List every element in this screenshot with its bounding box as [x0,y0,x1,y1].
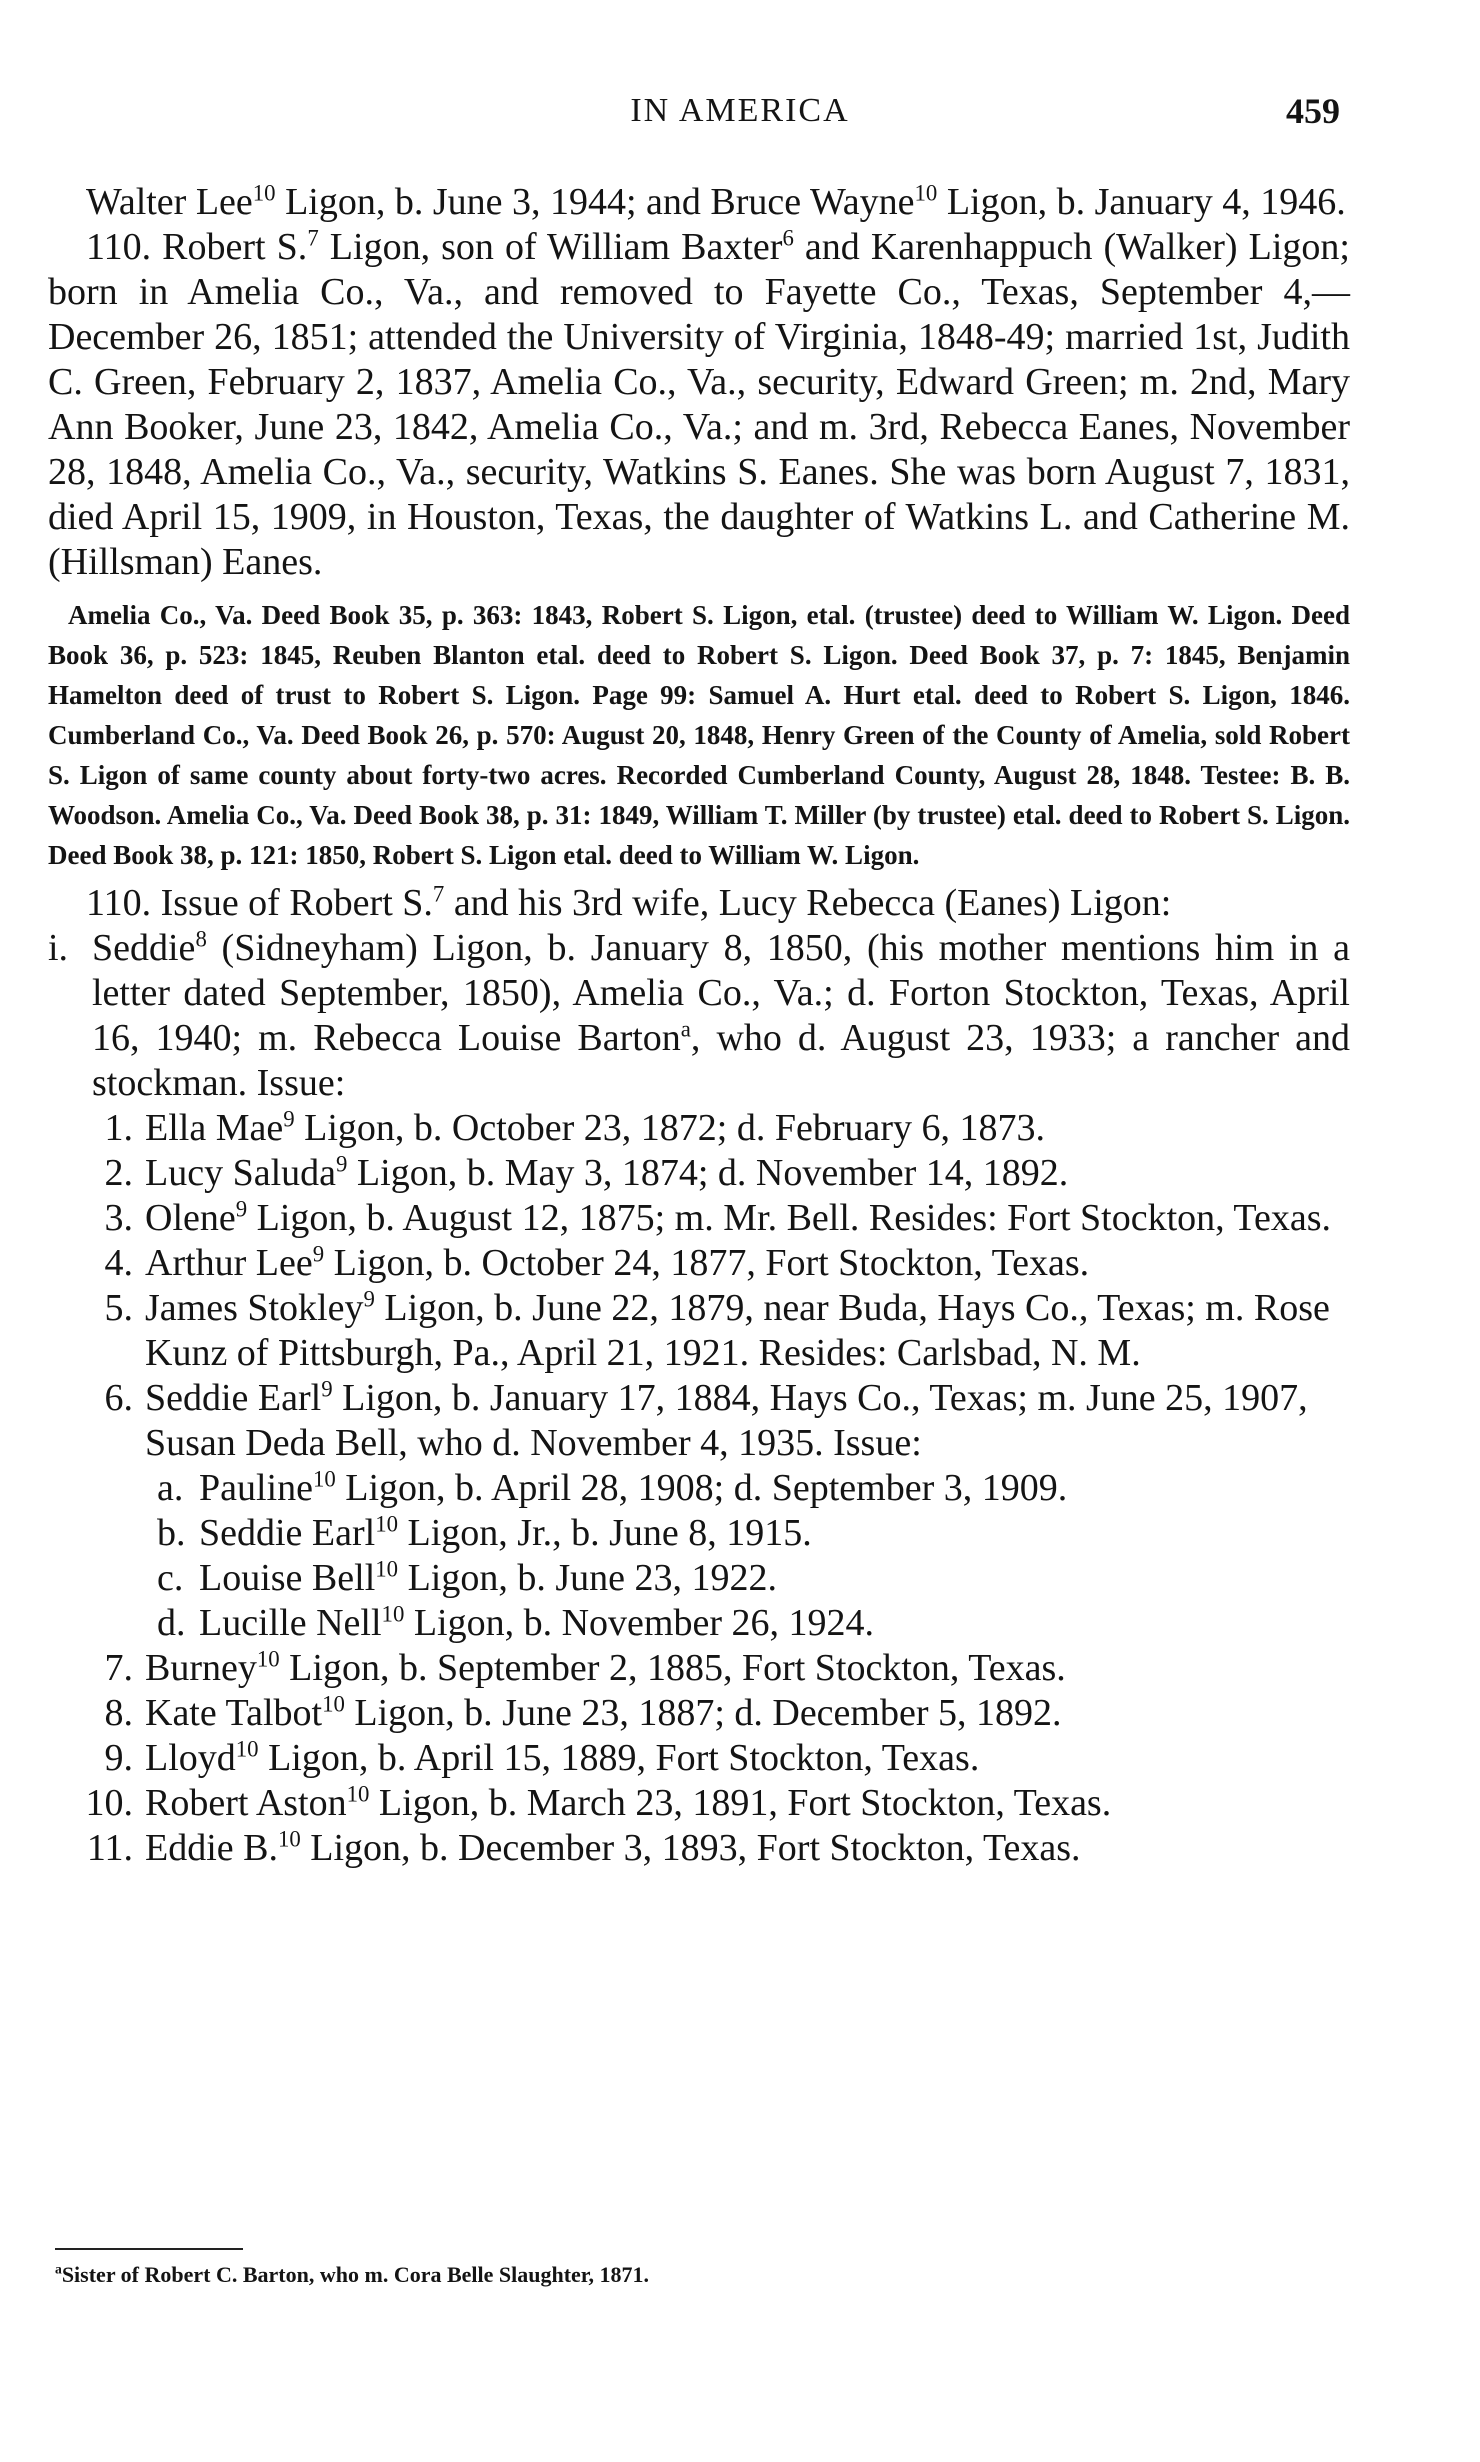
footnote-divider [55,2248,243,2250]
issue-heading: 110. Issue of Robert S.$^7$ and his 3rd wife, Lucy Rebecca (Eanes) Ligon: [86,881,1172,924]
intro-paragraph: Walter Lee$^{10}$ Ligon, b. June 3, 1944; and Bruce Wayne$^{10}$ Ligon, b. January 4, 1946. [86,180,1346,223]
list-item: 1. Ella Mae$^9$ Ligon, b. October 23, 1872; d. February 6, 1873. [104,1106,1046,1149]
robert-ligon-entry: 110. Robert S.$^7$ Ligon, son of William Baxter$^6$ and Karenhappuch (Walker) Ligon; born in Amelia Co., Va., and removed to Fayette Co., Texas, September 4,— December 26, 1851; attended the University of Virginia, 1848-49; married 1st, Judith C. Green, February 2, 1837, Amelia Co., Va., security, Edward Green; m. 2nd, Mary Ann Booker, June 23, 1842, Amelia Co., Va.; and m. 3rd, Rebecca Eanes, November 28, 1848, Amelia Co., Va., security, Watkins S. Eanes. She was born August 7, 1831, died April 15, 1909, in Houston, Texas, the daughter of Watkins L. and Catherine M. (Hillsman) Eanes. [48,225,1350,583]
list-item: 4. Arthur Lee$^9$ Ligon, b. October 24, 1877, Fort Stockton, Texas. [104,1241,1090,1284]
list-item: 6. Seddie Earl$^9$ Ligon, b. January 17, 1884, Hays Co., Texas; m. June 25, 1907, Susan Deda Bell, who d. November 4, 1935. Issue: [104,1376,1308,1464]
page-number: 459 [1286,91,1340,131]
list-item: 5. James Stokley$^9$ Ligon, b. June 22, 1879, near Buda, Hays Co., Texas; m. Rose Kunz of Pittsburgh, Pa., April 21, 1921. Resides: Carlsbad, N. M. [104,1286,1330,1374]
list-item: 10. Robert Aston$^{10}$ Ligon, b. March 23, 1891, Fort Stockton, Texas. [85,1781,1112,1824]
running-header: IN AMERICA [630,92,850,129]
children-list [48,1106,1350,1871]
list-item: 11. Eddie B.$^{10}$ Ligon, b. December 3, 1893, Fort Stockton, Texas. [86,1826,1081,1869]
footnote: $^a$Sister of Robert C. Barton, who m. Cora Belle Slaughter, 1871. [55,2261,650,2287]
sub-list-item: a. Pauline$^{10}$ Ligon, b. April 28, 1908; d. September 3, 1909. [157,1466,1068,1509]
issue-entry-seddie: i. Seddie$^8$ (Sidneyham) Ligon, b. January 8, 1850, (his mother mentions him in a letter dated September, 1850), Amelia Co., Va.; d. Forton Stockton, Texas, April 16, 1940; m. Rebecca Louise Barton$^a$, who d. August 23, 1933; a rancher and stockman. Issue: [48,926,1350,1104]
list-item: 8. Kate Talbot$^{10}$ Ligon, b. June 23, 1887; d. December 5, 1892. [104,1691,1062,1734]
list-item: 2. Lucy Saluda$^9$ Ligon, b. May 3, 1874; d. November 14, 1892. [104,1151,1069,1194]
list-item: 3. Olene$^9$ Ligon, b. August 12, 1875; m. Mr. Bell. Resides: Fort Stockton, Texas. [104,1196,1332,1239]
sub-list-item: b. Seddie Earl$^{10}$ Ligon, Jr., b. June 8, 1915. [157,1511,812,1554]
sub-list-item: c. Louise Bell$^{10}$ Ligon, b. June 23, 1922. [157,1556,777,1599]
list-item: 7. Burney$^{10}$ Ligon, b. September 2, 1885, Fort Stockton, Texas. [104,1646,1066,1689]
deed-records-note: Amelia Co., Va. Deed Book 35, p. 363: 1843, Robert S. Ligon, etal. (trustee) deed to William W. Ligon. Deed Book 36, p. 523: 1845, Reuben Blanton etal. deed to Robert S. Ligon. Deed Book 37, p. 7: 1845, Benjamin Hamelton deed of trust to Robert S. Ligon. Page 99: Samuel A. Hurt etal. deed to Robert S. Ligon, 1846. Cumberland Co., Va. Deed Book 26, p. 570: August 20, 1848, Henry Green of the County of Amelia, sold Robert S. Ligon of same county about forty-two acres. Recorded Cumberland County, August 28, 1848. Testee: B. B. Woodson. Amelia Co., Va. Deed Book 38, p. 31: 1849, William T. Miller (by trustee) etal. deed to Robert S. Ligon. Deed Book 38, p. 121: 1850, Robert S. Ligon etal. deed to William W. Ligon. [48,600,1350,870]
sub-list-item: d. Lucille Nell$^{10}$ Ligon, b. November 26, 1924. [157,1601,874,1644]
main-text [48,180,1350,1871]
list-item: 9. Lloyd$^{10}$ Ligon, b. April 15, 1889, Fort Stockton, Texas. [104,1736,980,1779]
